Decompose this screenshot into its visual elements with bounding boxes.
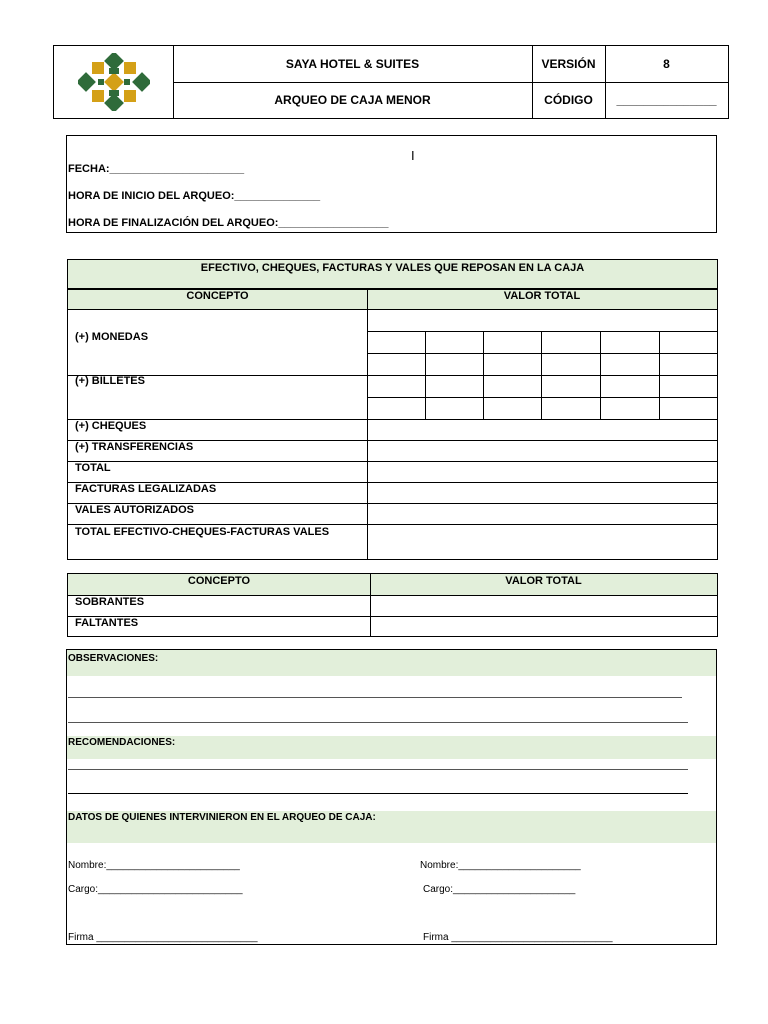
row-total: TOTAL — [75, 462, 111, 474]
row-billetes: (+) BILLETES — [75, 375, 145, 387]
nombre-right-field[interactable]: Nombre:______________________ — [420, 860, 581, 871]
row-transferencias: (+) TRANSFERENCIAS — [75, 441, 194, 453]
audit-info-box — [66, 135, 717, 233]
diff-col-valor: VALOR TOTAL — [505, 575, 582, 587]
end-time-field[interactable]: HORA DE FINALIZACIÓN DEL ARQUEO:__________________ — [68, 217, 389, 229]
document-header — [53, 45, 729, 119]
cash-col-valor: VALOR TOTAL — [503, 290, 581, 302]
observation-line-1[interactable] — [68, 697, 682, 698]
cargo-left-field[interactable]: Cargo:__________________________ — [68, 884, 243, 895]
start-time-field[interactable]: HORA DE INICIO DEL ARQUEO:______________ — [68, 190, 321, 202]
row-total-general: TOTAL EFECTIVO-CHEQUES-FACTURAS VALES — [75, 526, 330, 538]
cash-col-concepto: CONCEPTO — [186, 290, 249, 302]
recommendation-line-2[interactable] — [68, 793, 688, 794]
datos-label: DATOS DE QUIENES INTERVINIERON EN EL ARQUEO DE CAJA: — [68, 812, 376, 823]
row-vales: VALES AUTORIZADOS — [75, 504, 194, 516]
nombre-left-field[interactable]: Nombre:________________________ — [68, 860, 240, 871]
code-label: CÓDIGO — [544, 93, 593, 107]
version-label: VERSIÓN — [541, 57, 596, 71]
cash-table-title: EFECTIVO, CHEQUES, FACTURAS Y VALES QUE REPOSAN EN LA CAJA — [200, 262, 585, 274]
firma-left-field[interactable]: Firma _____________________________ — [68, 932, 258, 943]
row-facturas: FACTURAS LEGALIZADAS — [75, 483, 217, 495]
row-cheques: (+) CHEQUES — [75, 420, 147, 432]
observaciones-label: OBSERVACIONES: — [68, 653, 159, 664]
diff-col-concepto: CONCEPTO — [187, 575, 251, 587]
cash-table — [67, 259, 718, 560]
row-sobrantes: SOBRANTES — [75, 596, 145, 608]
company-name: SAYA HOTEL & SUITES — [285, 57, 420, 71]
date-field[interactable]: FECHA:______________________ — [68, 163, 245, 175]
row-faltantes: FALTANTES — [75, 617, 139, 629]
difference-table — [67, 573, 718, 637]
cargo-right-field[interactable]: Cargo:______________________ — [423, 884, 576, 895]
company-logo — [54, 46, 173, 118]
text-cursor-mark: I — [411, 148, 415, 163]
code-value[interactable]: _______________ — [616, 93, 717, 107]
firma-right-field[interactable]: Firma _____________________________ — [423, 932, 613, 943]
row-monedas: (+) MONEDAS — [75, 331, 149, 343]
observations-section — [66, 649, 717, 945]
document-title: ARQUEO DE CAJA MENOR — [274, 93, 431, 107]
observation-line-2[interactable] — [68, 722, 688, 723]
recomendaciones-label: RECOMENDACIONES: — [68, 737, 176, 748]
version-value: 8 — [663, 57, 670, 71]
recommendation-line-1[interactable] — [68, 769, 688, 770]
hotel-logo-icon — [78, 53, 150, 111]
